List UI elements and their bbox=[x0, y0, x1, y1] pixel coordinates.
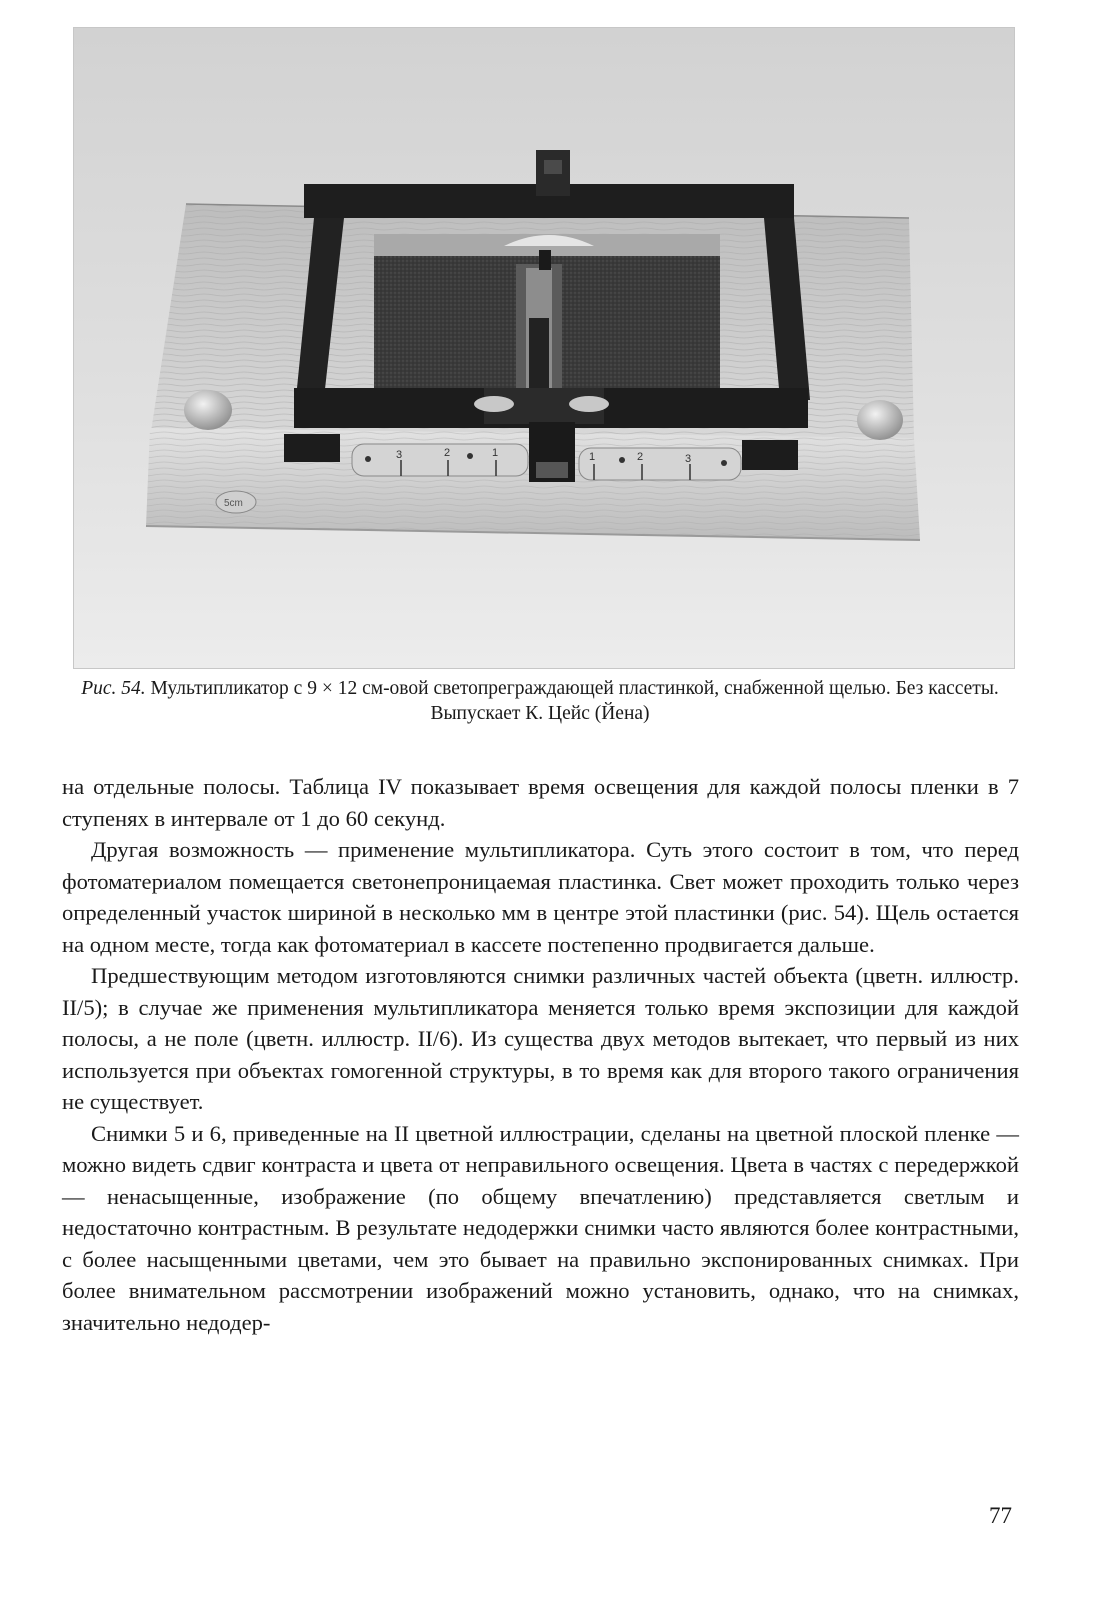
scale-num-r1: 1 bbox=[589, 451, 596, 463]
scale-num-r3: 3 bbox=[685, 453, 692, 465]
scale-num-l2: 2 bbox=[444, 447, 451, 459]
page-number: 77 bbox=[989, 1503, 1012, 1528]
paragraph-1: на отдельные полосы. Таблица IV показывает время освещения для каждой полосы пленки в 7 ступенях в интервале от 1 до 60 секунд. bbox=[62, 774, 1019, 831]
right-knob bbox=[857, 400, 903, 440]
figure-photo bbox=[73, 27, 1015, 669]
base-stamp: 5cm bbox=[224, 498, 243, 509]
caption-label: Рис. 54. bbox=[81, 678, 146, 699]
left-knob bbox=[184, 390, 232, 430]
body-text bbox=[62, 771, 1019, 1338]
caption-text: Мультипликатор с 9 × 12 см-овой светопреграждающей пластинкой, снабженной щелью. Без кассеты. Выпускает К. Цейс (Йена) bbox=[145, 678, 999, 724]
scale-num-l1: 1 bbox=[492, 447, 499, 459]
figure-caption bbox=[70, 676, 1010, 726]
paragraph-2: Другая возможность — применение мультипликатора. Суть этого состоит в том, что перед фотоматериалом помещается светонепроницаемая пластинка. Свет может проходить только через определенный участок шириной в несколько мм в центре этой пластинки (рис. 54). Щель остается на одном месте, тогда как фотоматериал в кассете постепенно продвигается дальше. bbox=[62, 837, 1019, 957]
scale-num-r2: 2 bbox=[637, 451, 644, 463]
paragraph-3: Предшествующим методом изготовляются снимки различных частей объекта (цветн. иллюстр. II/5); в случае же применения мультипликатора меняется только время экспозиции для каждой полосы, а не поле (цветн. иллюстр. II/6). Из существа двух методов вытекает, что первый из них используется при объектах гомогенной структуры, в то время как для второго такого ограничения не существует. bbox=[62, 963, 1019, 1114]
scale-num-l3: 3 bbox=[396, 449, 403, 461]
paragraph-4: Снимки 5 и 6, приведенные на II цветной иллюстрации, сделаны на цветной плоской пленке — можно видеть сдвиг контраста и цвета от неправильного освещения. Цвета в частях с передержкой — ненасыщенные, изображение (по общему впечатлению) представляется светлым и недостаточно контрастным. В результате недодержки снимки часто являются более контрастными, с более насыщенными цветами, чем это бывает на правильно экспонированных снимках. При более внимательном рассмотрении изображений можно установить, однако, что на снимках, значительно недодер- bbox=[62, 1120, 1019, 1335]
multiplicator-illustration bbox=[74, 28, 1014, 668]
